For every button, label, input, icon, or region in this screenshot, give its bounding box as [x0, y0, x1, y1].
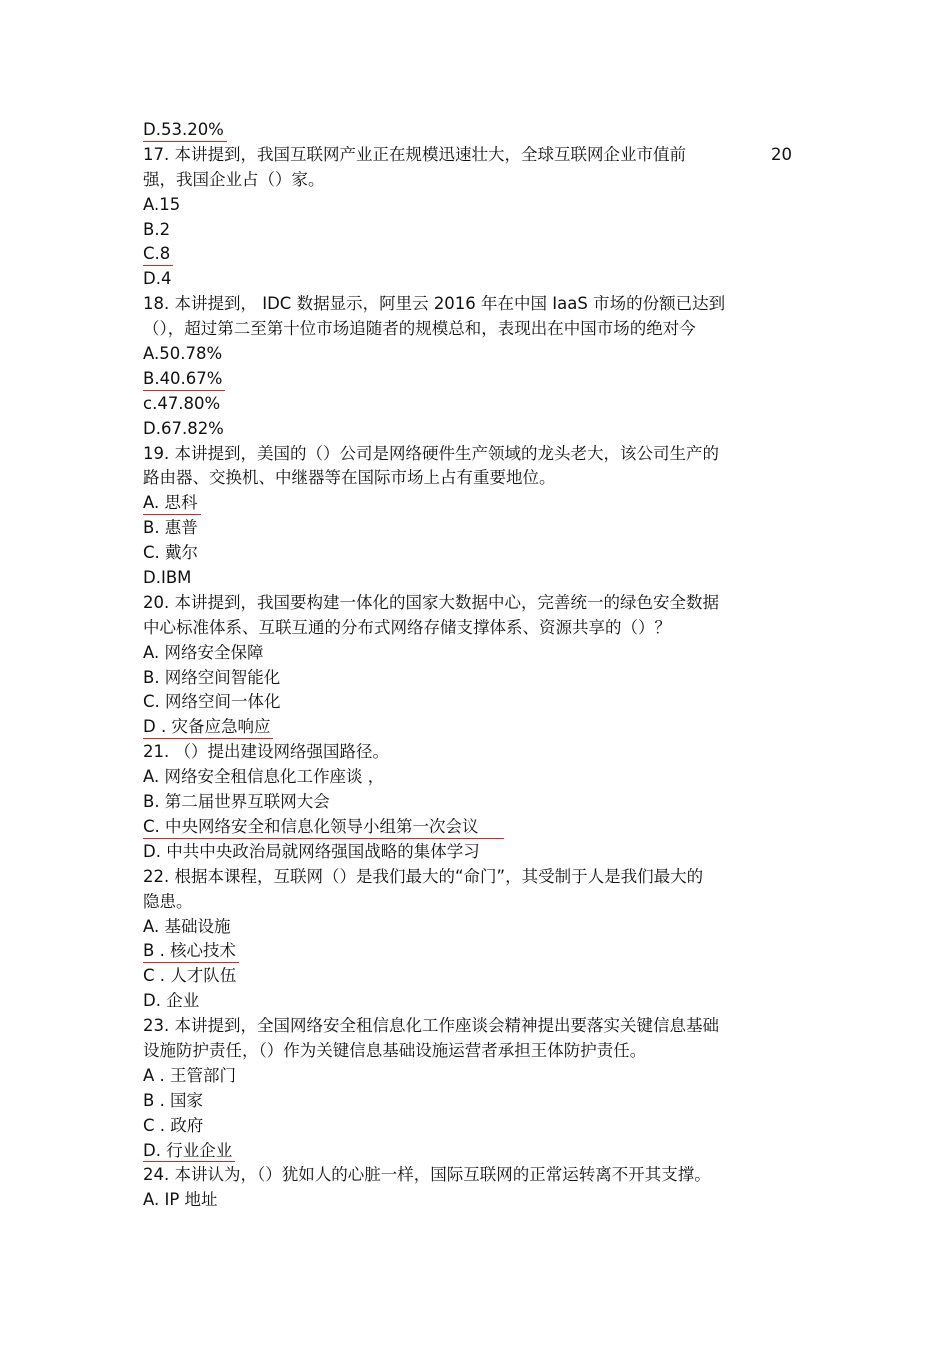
line-text: A. 网络安全保障 [143, 642, 264, 662]
text-line [143, 267, 803, 292]
text-line [143, 591, 803, 616]
text-line [143, 616, 803, 641]
question-17-continuation-number: 20 [771, 145, 792, 164]
text-line [143, 168, 803, 193]
text-line [143, 989, 803, 1014]
line-text: A. 基础设施 [143, 916, 231, 936]
answer-line [143, 1139, 803, 1164]
line-text: C. 网络空间一体化 [143, 692, 281, 712]
text-line [143, 392, 803, 417]
line-text: 强，我国企业占（）家。 [143, 169, 325, 189]
answer-line [143, 242, 803, 267]
answer-line [143, 715, 803, 740]
line-text: B. 惠普 [143, 518, 198, 538]
text-line [143, 890, 803, 915]
line-text: D. 中共中央政治局就网络强国战略的集体学习 [143, 841, 480, 861]
line-text: A . 王管部门 [143, 1065, 237, 1085]
text-line [143, 1064, 803, 1089]
line-text: B. 网络空间智能化 [143, 667, 281, 687]
correct-answer-text: B . 核心技术 [143, 939, 236, 964]
line-text: A. IP 地址 [143, 1190, 218, 1210]
text-line [143, 541, 803, 566]
line-text: 隐患。 [143, 891, 193, 911]
text-line [143, 218, 803, 243]
line-text: 中心标准体系、互联互通的分布式网络存储支撑体系、资源共享的（）？ [143, 617, 671, 637]
text-line [143, 865, 803, 890]
correct-answer-text: D. 行业企业 [143, 1139, 232, 1164]
line-text: 18. 本讲提到， IDC 数据显示，阿里云 2016 年在中国 IaaS 市场的份额已达到 [143, 294, 726, 314]
text-line [143, 690, 803, 715]
text-line [143, 342, 803, 367]
text-line [143, 915, 803, 940]
correct-answer-text: B.40.67% [143, 367, 222, 392]
text-line [143, 740, 803, 765]
line-text: 24. 本讲认为，（）犹如人的心脏一样，国际互联网的正常运转离不开其支撑。 [143, 1165, 711, 1185]
line-text: （），超过第二至第十位市场追随者的规模总和，表现出在中国市场的绝对今 [143, 319, 696, 339]
text-line [143, 466, 803, 491]
text-line [143, 964, 803, 989]
line-text: C . 政府 [143, 1115, 204, 1135]
answer-line [143, 118, 803, 143]
text-line [143, 641, 803, 666]
line-text: 19. 本讲提到，美国的（）公司是网络硬件生产领域的龙头老大，该公司生产的 [143, 443, 719, 463]
text-line [143, 442, 803, 467]
answer-line [143, 815, 803, 840]
text-line [143, 790, 803, 815]
correct-answer-text: C. 中央网络安全和信息化领导小组第一次会议 [143, 815, 479, 840]
text-line [143, 666, 803, 691]
text-line [143, 1014, 803, 1039]
text-line [143, 1039, 803, 1064]
text-line [143, 1163, 803, 1188]
text-line [143, 1188, 803, 1213]
line-text: A.50.78% [143, 344, 223, 364]
line-text: 17. 本讲提到，我国互联网产业正在规模迅速壮大，全球互联网企业市值前 [143, 144, 686, 164]
correct-answer-text: C.8 [143, 242, 170, 267]
correct-answer-text: D . 灾备应急响应 [143, 715, 270, 740]
correct-answer-text: A. 思科 [143, 491, 198, 516]
line-text: D. 企业 [143, 991, 200, 1011]
text-line [143, 317, 803, 342]
line-text: A. 网络安全租信息化工作座谈 ， [143, 767, 385, 787]
answer-line [143, 939, 803, 964]
line-text: B . 国家 [143, 1090, 204, 1110]
correct-answer-text: D.53.20% [143, 118, 224, 143]
line-text: 22. 根据本课程，互联网（）是我们最大的“命门”，其受制于人是我们最大的 [143, 866, 704, 886]
question-list [143, 118, 803, 1213]
line-text: A.15 [143, 194, 181, 214]
line-text: 路由器、交换机、中继器等在国际市场上占有重要地位。 [143, 468, 556, 488]
line-text: B. 第二届世界互联网大会 [143, 792, 330, 812]
line-text: B.2 [143, 219, 171, 239]
line-text: 23. 本讲提到，全国网络安全租信息化工作座谈会精神提出要落实关键信息基础 [143, 1016, 719, 1036]
answer-line [143, 491, 803, 516]
answer-line [143, 367, 803, 392]
line-text: 设施防护责任，（）作为关键信息基础设施运营者承担王体防护责任。 [143, 1040, 647, 1060]
line-text: D.67.82% [143, 418, 224, 438]
text-line [143, 143, 803, 168]
line-text: C . 人才队伍 [143, 966, 237, 986]
line-text: D.4 [143, 269, 172, 289]
line-text: 21. （）提出建设网络强国路径。 [143, 742, 389, 762]
text-line [143, 417, 803, 442]
text-line [143, 765, 803, 790]
text-line [143, 840, 803, 865]
line-text: C. 戴尔 [143, 543, 199, 563]
text-line [143, 516, 803, 541]
text-line [143, 292, 803, 317]
text-line [143, 193, 803, 218]
text-line [143, 566, 803, 591]
line-text: D.IBM [143, 568, 192, 588]
text-line [143, 1089, 803, 1114]
line-text: c.47.80% [143, 393, 221, 413]
text-line [143, 1114, 803, 1139]
line-text: 20. 本讲提到，我国要构建一体化的国家大数据中心，完善统一的绿色安全数据 [143, 592, 719, 612]
